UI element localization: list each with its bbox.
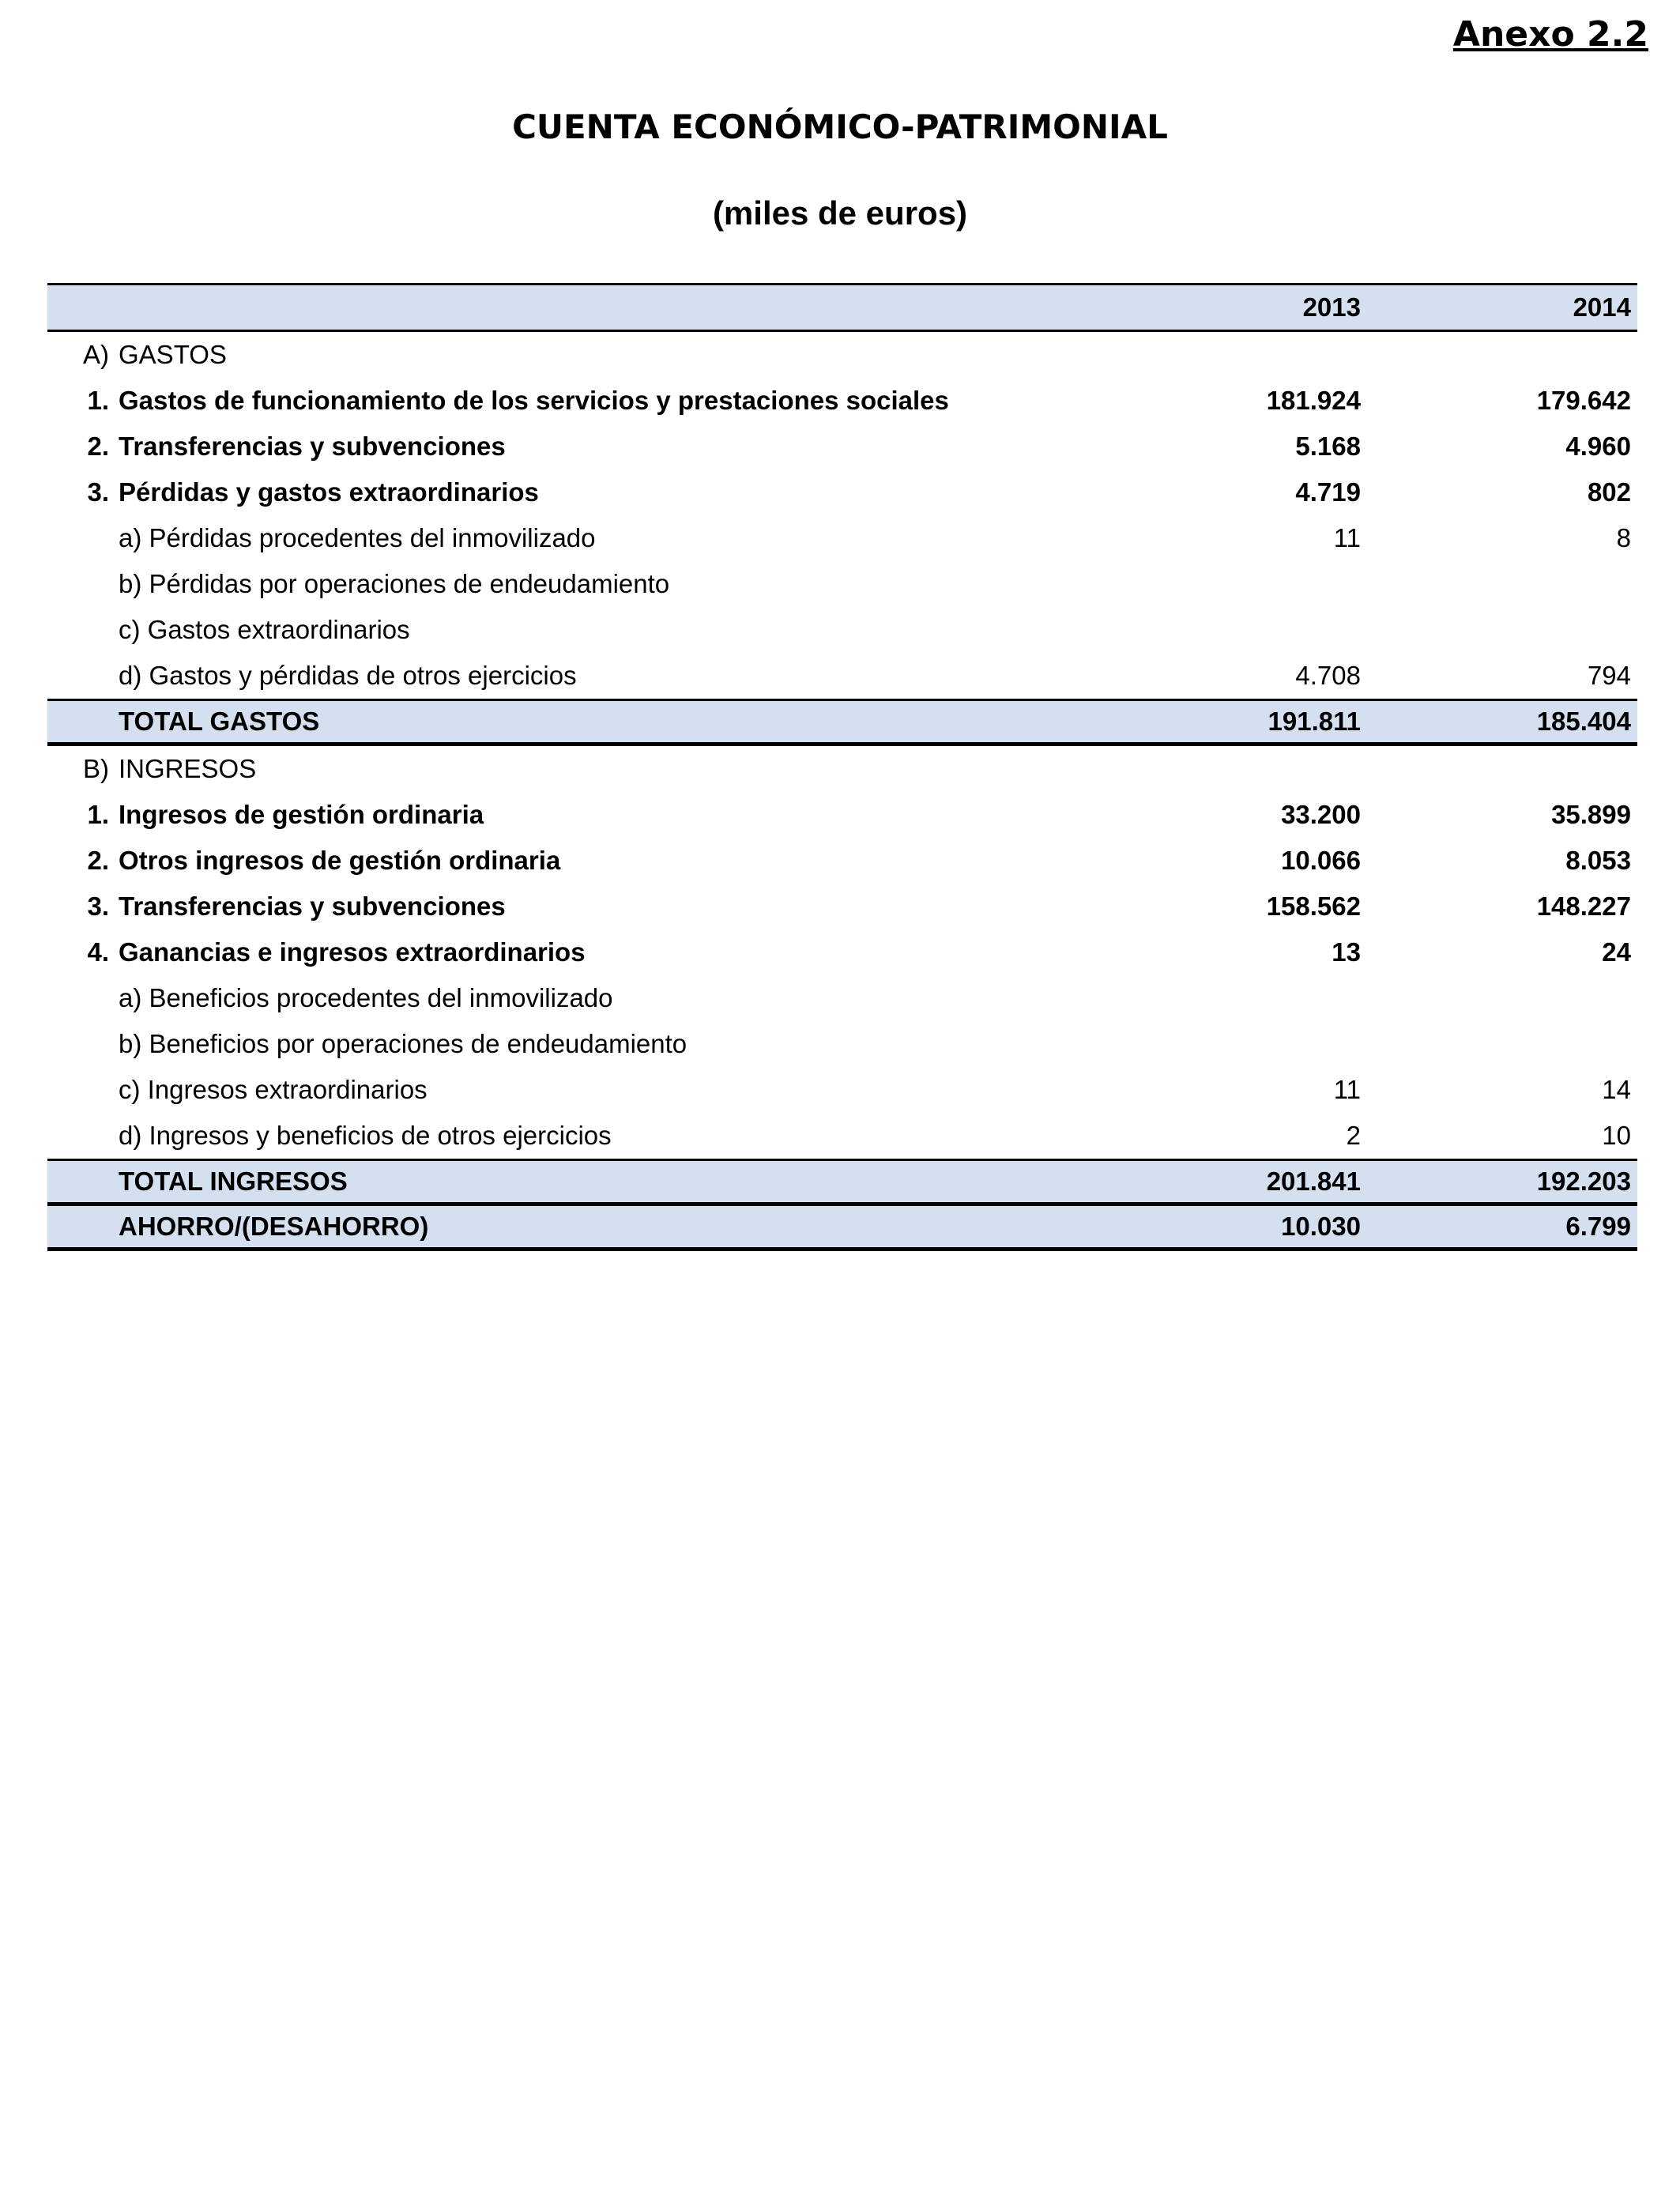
value-2013: [1209, 561, 1367, 607]
page-subtitle: (miles de euros): [712, 194, 968, 232]
row-number: 2.: [87, 846, 109, 875]
table-row: [47, 792, 1637, 838]
row-number: [47, 975, 119, 1021]
row-number: 4.: [87, 937, 109, 967]
table-row: [47, 929, 1637, 975]
row-label: d) Ingresos y beneficios de otros ejercicios: [119, 1121, 612, 1150]
table-row: [47, 561, 1637, 607]
table-row: [47, 424, 1637, 469]
value-2013: [1209, 607, 1367, 653]
row-number: 1.: [87, 386, 109, 415]
table-row: [47, 378, 1637, 424]
table-row: [47, 1021, 1637, 1067]
value-2013: 5.168: [1295, 432, 1361, 461]
table-row: [47, 653, 1637, 700]
value-2014: 802: [1587, 477, 1631, 507]
row-number: 3.: [87, 892, 109, 921]
total-2013: 201.841: [1209, 1160, 1367, 1204]
financial-table: [47, 283, 1637, 1251]
value-2014: 179.642: [1536, 386, 1631, 415]
year-header-2013: 2013: [1209, 285, 1367, 331]
page-title: CUENTA ECONÓMICO-PATRIMONIAL: [512, 107, 1168, 146]
year-header-2014: 2014: [1367, 285, 1637, 331]
row-label: Ingresos de gestión ordinaria: [119, 800, 484, 829]
value-2013: [1209, 975, 1367, 1021]
total-2014: 185.404: [1367, 700, 1637, 745]
row-label: Pérdidas y gastos extraordinarios: [119, 477, 539, 507]
value-2013: 4.719: [1295, 477, 1361, 507]
ahorro-label: AHORRO/(DESAHORRO): [119, 1204, 1209, 1250]
row-number: 2.: [87, 432, 109, 461]
value-2013: 11: [1333, 1075, 1361, 1104]
total-2014: 192.203: [1367, 1160, 1637, 1204]
row-label: Transferencias y subvenciones: [119, 432, 506, 461]
row-number: [47, 1113, 119, 1160]
annex-label: Anexo 2.2: [1452, 14, 1648, 55]
value-2013: 33.200: [1281, 800, 1361, 829]
row-label: b) Pérdidas por operaciones de endeudamiento: [119, 569, 670, 598]
section-label: GASTOS: [119, 340, 227, 369]
row-label: Transferencias y subvenciones: [119, 892, 506, 921]
row-number: [47, 653, 119, 700]
value-2014: [1367, 607, 1637, 653]
row-label: Gastos de funcionamiento de los servicios y prestaciones sociales: [119, 386, 949, 415]
ahorro-row: [47, 1204, 1637, 1250]
value-2014: 794: [1587, 661, 1631, 690]
table-row: [47, 838, 1637, 884]
table-row: [47, 515, 1637, 561]
section-label: INGRESOS: [119, 754, 257, 783]
row-label: b) Beneficios por operaciones de endeudamiento: [119, 1029, 687, 1058]
section-number: B): [83, 754, 109, 783]
row-number: [47, 561, 119, 607]
row-number: 1.: [87, 800, 109, 829]
row-number: [47, 515, 119, 561]
value-2014: 14: [1602, 1075, 1631, 1104]
ahorro-2013: 10.030: [1209, 1204, 1367, 1250]
table-header-row: [47, 285, 1637, 331]
value-2013: 11: [1333, 523, 1361, 552]
section-row-gastos: [47, 331, 1637, 379]
value-2014: 4.960: [1565, 432, 1631, 461]
row-label: Otros ingresos de gestión ordinaria: [119, 846, 561, 875]
header-blank: [47, 285, 119, 331]
table-row: [47, 975, 1637, 1021]
row-number: 3.: [87, 477, 109, 507]
table-row: [47, 884, 1637, 929]
value-2014: [1367, 975, 1637, 1021]
row-label: Ganancias e ingresos extraordinarios: [119, 937, 586, 967]
value-2014: 8.053: [1565, 846, 1631, 875]
total-row-gastos: [47, 700, 1637, 745]
value-2013: 4.708: [1295, 661, 1361, 690]
value-2013: 158.562: [1266, 892, 1361, 921]
table-row: [47, 1113, 1637, 1160]
value-2014: [1367, 1021, 1637, 1067]
row-label: a) Pérdidas procedentes del inmovilizado: [119, 523, 596, 552]
table-row: [47, 469, 1637, 515]
section-number: A): [83, 340, 109, 369]
total-2013: 191.811: [1209, 700, 1367, 745]
ahorro-2014: 6.799: [1367, 1204, 1637, 1250]
total-row-ingresos: [47, 1160, 1637, 1204]
table-row: [47, 607, 1637, 653]
value-2013: 10.066: [1281, 846, 1361, 875]
row-number: [47, 1021, 119, 1067]
value-2013: 181.924: [1266, 386, 1361, 415]
value-2014: [1367, 561, 1637, 607]
value-2013: [1209, 1021, 1367, 1067]
value-2013: 13: [1332, 937, 1361, 967]
table-row: [47, 1067, 1637, 1113]
row-label: a) Beneficios procedentes del inmovilizado: [119, 983, 613, 1012]
header-blank: [119, 285, 1209, 331]
value-2014: 35.899: [1551, 800, 1631, 829]
value-2014: 148.227: [1536, 892, 1631, 921]
value-2014: 8: [1616, 523, 1631, 552]
row-label: c) Gastos extraordinarios: [119, 615, 410, 644]
total-label: TOTAL INGRESOS: [119, 1160, 1209, 1204]
section-row-ingresos: [47, 745, 1637, 793]
value-2014: 24: [1602, 937, 1631, 967]
row-label: c) Ingresos extraordinarios: [119, 1075, 428, 1104]
row-number: [47, 1067, 119, 1113]
row-label: d) Gastos y pérdidas de otros ejercicios: [119, 661, 577, 690]
row-number: [47, 607, 119, 653]
total-label: TOTAL GASTOS: [119, 700, 1209, 745]
value-2013: 2: [1346, 1121, 1361, 1150]
value-2014: 10: [1602, 1121, 1631, 1150]
